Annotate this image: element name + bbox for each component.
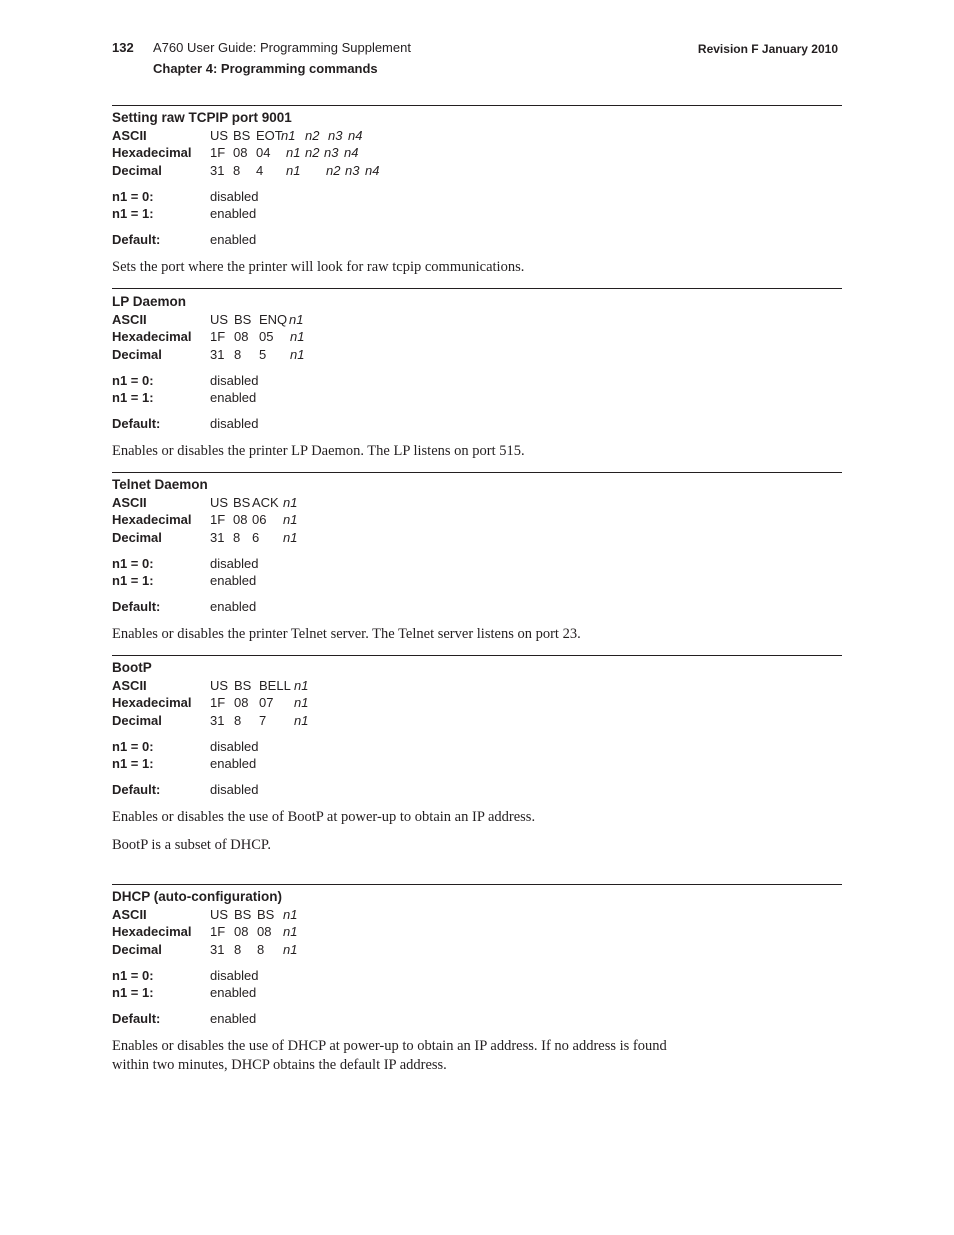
- default-value: disabled: [210, 782, 259, 798]
- parameter-token: n1: [294, 695, 309, 711]
- parameter-token: n3: [324, 145, 339, 161]
- ascii-row: [112, 677, 842, 694]
- parameter-token: n2: [326, 162, 341, 178]
- hex-label: Hexadecimal: [112, 145, 192, 161]
- n1-off-row: [112, 967, 842, 984]
- decimal-row: [112, 712, 842, 729]
- section-description: Enables or disables the printer LP Daemon. The LP listens on port 515.: [112, 442, 525, 459]
- default-row: [112, 231, 842, 248]
- code-token: 8: [257, 941, 265, 957]
- n1-on-row: [112, 755, 842, 772]
- code-token: 8: [233, 162, 241, 178]
- hex-row: [112, 511, 842, 528]
- decimal-label: Decimal: [112, 712, 162, 728]
- section-divider: [112, 105, 842, 106]
- n1-off-value: disabled: [210, 967, 259, 983]
- parameter-token: n1: [283, 529, 298, 545]
- parameter-token: n3: [345, 162, 360, 178]
- ascii-row: [112, 906, 842, 923]
- n1-off-row: [112, 555, 842, 572]
- n1-off-label: n1 = 0:: [112, 188, 154, 204]
- n1-off-value: disabled: [210, 188, 259, 204]
- hex-label: Hexadecimal: [112, 924, 192, 940]
- n1-off-value: disabled: [210, 738, 259, 754]
- default-label: Default:: [112, 232, 161, 248]
- n1-on-row: [112, 572, 842, 589]
- code-token: US: [210, 312, 229, 327]
- decimal-row: [112, 941, 842, 958]
- code-token: 05: [259, 329, 274, 345]
- hex-row: [112, 328, 842, 345]
- code-token: 8: [233, 529, 241, 545]
- default-label: Default:: [112, 1011, 161, 1027]
- code-token: 07: [259, 695, 274, 711]
- default-label: Default:: [112, 416, 161, 432]
- default-value: enabled: [210, 1011, 257, 1027]
- parameter-token: n1: [286, 162, 301, 178]
- decimal-row: [112, 162, 842, 179]
- code-token: BS: [233, 128, 251, 143]
- decimal-label: Decimal: [112, 941, 162, 957]
- parameter-token: n1: [283, 495, 298, 510]
- code-token: BS: [234, 907, 252, 922]
- decimal-label: Decimal: [112, 162, 162, 178]
- revision-label: Revision F January 2010: [697, 42, 838, 56]
- n1-on-value: enabled: [210, 390, 257, 406]
- command-section-bootp: [112, 659, 842, 856]
- code-token: 8: [234, 941, 242, 957]
- decimal-row: [112, 529, 842, 546]
- default-label: Default:: [112, 782, 161, 798]
- code-token: BS: [257, 907, 275, 922]
- ascii-label: ASCII: [112, 907, 147, 922]
- code-token: 04: [256, 145, 271, 161]
- section-title: LP Daemon: [112, 294, 187, 309]
- code-token: 1F: [210, 695, 226, 711]
- default-row: [112, 415, 842, 432]
- chapter-title: Chapter 4: Programming commands: [153, 61, 378, 76]
- section-description: Enables or disables the printer Telnet server. The Telnet server listens on port 23.: [112, 625, 581, 642]
- section-title: Setting raw TCPIP port 9001: [112, 110, 292, 125]
- parameter-token: n3: [328, 128, 343, 143]
- hex-row: [112, 694, 842, 711]
- hex-row: [112, 923, 842, 940]
- parameter-token: n1: [294, 678, 309, 693]
- n1-on-row: [112, 205, 842, 222]
- parameter-token: n1: [283, 924, 298, 940]
- n1-on-row: [112, 984, 842, 1001]
- n1-on-value: enabled: [210, 756, 257, 772]
- ascii-row: [112, 311, 842, 328]
- default-row: [112, 781, 842, 798]
- code-token: 1F: [210, 329, 226, 345]
- code-token: 31: [210, 712, 225, 728]
- code-token: US: [210, 678, 229, 693]
- code-token: 31: [210, 162, 225, 178]
- parameter-token: n1: [294, 712, 309, 728]
- default-label: Default:: [112, 599, 161, 615]
- code-token: 31: [210, 941, 225, 957]
- guide-title: A760 User Guide: Programming Supplement: [153, 40, 411, 55]
- n1-off-value: disabled: [210, 555, 259, 571]
- hex-label: Hexadecimal: [112, 512, 192, 528]
- default-value: disabled: [210, 416, 259, 432]
- code-token: 08: [234, 924, 249, 940]
- n1-off-label: n1 = 0:: [112, 372, 154, 388]
- parameter-token: n1: [290, 346, 305, 362]
- section-description: Enables or disables the use of DHCP at power-up to obtain an IP address. If no address is found within two minutes, DHCP obtains the default IP address.: [112, 1037, 667, 1074]
- code-token: BS: [234, 678, 252, 693]
- n1-on-label: n1 = 1:: [112, 985, 154, 1001]
- n1-off-value: disabled: [210, 372, 259, 388]
- parameter-token: n2: [305, 128, 320, 143]
- code-token: 31: [210, 529, 225, 545]
- ascii-label: ASCII: [112, 495, 147, 510]
- command-section-telnet-daemon: [112, 476, 842, 644]
- decimal-label: Decimal: [112, 529, 162, 545]
- n1-on-value: enabled: [210, 985, 257, 1001]
- command-section-raw-tcpip: [112, 109, 842, 277]
- code-token: 7: [259, 712, 267, 728]
- hex-label: Hexadecimal: [112, 329, 192, 345]
- section-title: BootP: [112, 660, 152, 675]
- section-title: Telnet Daemon: [112, 477, 208, 492]
- n1-on-value: enabled: [210, 206, 257, 222]
- code-token: BS: [233, 495, 251, 510]
- decimal-label: Decimal: [112, 346, 162, 362]
- code-token: 08: [234, 695, 249, 711]
- code-token: ENQ: [259, 312, 288, 327]
- parameter-token: n1: [290, 329, 305, 345]
- code-token: BELL: [259, 678, 291, 693]
- code-token: US: [210, 495, 229, 510]
- code-token: 8: [234, 346, 242, 362]
- n1-off-row: [112, 738, 842, 755]
- code-token: 08: [257, 924, 272, 940]
- code-token: 31: [210, 346, 225, 362]
- code-token: 08: [233, 512, 248, 528]
- hex-label: Hexadecimal: [112, 695, 192, 711]
- n1-off-label: n1 = 0:: [112, 738, 154, 754]
- hex-row: [112, 144, 842, 161]
- parameter-token: n1: [286, 145, 301, 161]
- parameter-token: n4: [344, 145, 359, 161]
- decimal-row: [112, 346, 842, 363]
- section-title: DHCP (auto-configuration): [112, 889, 282, 904]
- parameter-token: n1: [283, 907, 298, 922]
- page-number: 132: [112, 40, 134, 55]
- ascii-label: ASCII: [112, 312, 147, 327]
- code-token: 1F: [210, 924, 226, 940]
- ascii-row: [112, 494, 842, 511]
- command-section-dhcp: [112, 888, 842, 1076]
- n1-off-row: [112, 188, 842, 205]
- n1-on-label: n1 = 1:: [112, 756, 154, 772]
- code-token: 06: [252, 512, 267, 528]
- code-token: EOT: [256, 128, 283, 143]
- section-divider: [112, 472, 842, 473]
- section-description: Sets the port where the printer will look for raw tcpip communications.: [112, 258, 525, 275]
- default-row: [112, 1010, 842, 1027]
- code-token: 1F: [210, 512, 226, 528]
- code-token: 8: [234, 712, 242, 728]
- code-token: 4: [256, 162, 264, 178]
- n1-on-value: enabled: [210, 573, 257, 589]
- default-value: enabled: [210, 599, 257, 615]
- section-divider: [112, 655, 842, 656]
- command-section-lp-daemon: [112, 293, 842, 461]
- n1-on-row: [112, 389, 842, 406]
- code-token: 5: [259, 346, 267, 362]
- n1-on-label: n1 = 1:: [112, 390, 154, 406]
- parameter-token: n4: [365, 162, 380, 178]
- ascii-label: ASCII: [112, 128, 147, 143]
- parameter-token: n2: [305, 145, 320, 161]
- ascii-row: [112, 127, 842, 144]
- section-divider: [112, 288, 842, 289]
- section-divider: [112, 884, 842, 885]
- n1-off-label: n1 = 0:: [112, 967, 154, 983]
- code-token: BS: [234, 312, 252, 327]
- parameter-token: n1: [283, 512, 298, 528]
- code-token: 08: [234, 329, 249, 345]
- code-token: 6: [252, 529, 260, 545]
- default-row: [112, 598, 842, 615]
- parameter-token: n1: [281, 128, 296, 143]
- n1-off-label: n1 = 0:: [112, 555, 154, 571]
- ascii-label: ASCII: [112, 678, 147, 693]
- parameter-token: n1: [283, 941, 298, 957]
- n1-on-label: n1 = 1:: [112, 206, 154, 222]
- n1-on-label: n1 = 1:: [112, 573, 154, 589]
- parameter-token: n4: [348, 128, 363, 143]
- parameter-token: n1: [289, 312, 304, 327]
- section-description: Enables or disables the use of BootP at power-up to obtain an IP address.: [112, 808, 536, 825]
- code-token: 1F: [210, 145, 226, 161]
- code-token: US: [210, 907, 229, 922]
- default-value: enabled: [210, 232, 257, 248]
- n1-off-row: [112, 372, 842, 389]
- code-token: 08: [233, 145, 248, 161]
- code-token: US: [210, 128, 229, 143]
- section-description: BootP is a subset of DHCP.: [112, 837, 271, 854]
- code-token: ACK: [252, 495, 279, 510]
